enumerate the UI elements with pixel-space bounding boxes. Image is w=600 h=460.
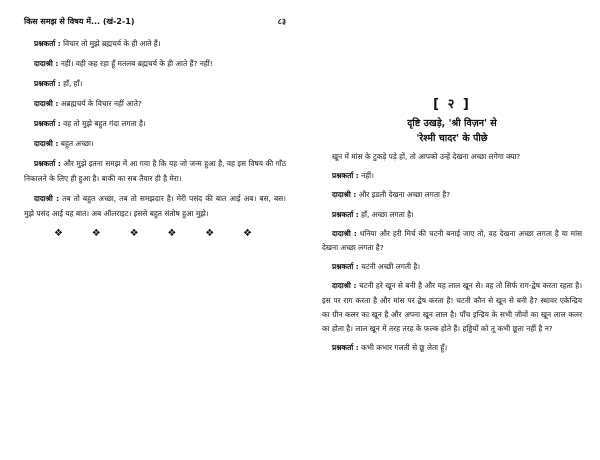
dialogue-paragraph (322, 188, 582, 202)
paragraph-text: नहीं। वही कह रहा हूँ मतलब ब्रह्मचर्य के ही आते हैं? नहीं! (60, 59, 213, 68)
running-title: किस समझ से विषय में... (खं-2-1) (24, 17, 135, 26)
paragraph-text: बहुत अच्छा। (60, 139, 94, 148)
dialogue-paragraph (322, 208, 582, 222)
left-dialogue (24, 36, 286, 221)
dialogue-paragraph (322, 260, 582, 274)
speaker-label: दादाश्री : (34, 99, 59, 108)
speaker-label: दादाश्री : (34, 194, 60, 203)
running-header (24, 16, 286, 27)
speaker-label: दादाश्री : (34, 59, 59, 68)
paragraph-text: धनिया और हरी मिर्च की चटनी बनाई जाए तो, वह देखना अच्छा लगता है या मांस देखना अच्छा लगता है? (322, 228, 583, 253)
paragraph-text: वह तो मुझे बहुत गंदा लगता है। (63, 119, 146, 128)
speaker-label: दादाश्री : (332, 190, 357, 200)
paragraph-text: अब्रह्मचर्य के विचार नहीं आते? (60, 99, 142, 108)
paragraph-text: कभी कभार गलती से छू लेता हूँ। (361, 343, 448, 353)
speaker-label: प्रश्नकर्ता : (332, 343, 359, 353)
dialogue-paragraph (322, 227, 582, 255)
right-dialogue (322, 150, 582, 355)
speaker-label: प्रश्नकर्ता : (34, 39, 61, 48)
speaker-label: दादाश्री : (332, 281, 357, 291)
section-end-ornaments (24, 226, 286, 239)
dialogue-paragraph (24, 156, 286, 186)
dialogue-paragraph (24, 76, 286, 91)
dialogue-paragraph (24, 96, 286, 111)
paragraph-text: खून में मांस के टुकड़े पड़े हों, तो आपको उन्हें देखना अच्छा लगेगा क्या? (332, 152, 521, 161)
paragraph-text: तब तो बहुत अच्छा, तब तो समझदार है। मेरी पसंद की बात आई अब। बस, बस। मुझे पसंद आई यह बात। अब ऑलराइट। इससे बहुत संतोष हुआ मुझे। (24, 194, 286, 218)
chapter-number: [ २ ] (433, 97, 471, 112)
dialogue-paragraph (24, 56, 286, 71)
paragraph-text: चटनी अच्छी लगती है। (361, 262, 421, 272)
paragraph-text: चटनी हरे खून से बनी है और यह लाल खून से। वह तो सिर्फ राग-द्वेष करता रहता है। इस पर राग करता है और मांस पर द्वेष करता है! चटनी कौन से खून से बनी है? स्थावर एकेन्द्रिय का ग्रीन कलर का खून है और अपना खून लाल है। पाँच इन्द्रिय के सभी जीवों का खून लाल कलर का होता है। लाल खून में तरह तरह के फ़ल्क होते हैं। हड्डियों को तू कभी छूता नहीं है न? (322, 281, 583, 334)
speaker-label: प्रश्नकर्ता : (34, 119, 61, 128)
ornament-icon: ❖ (91, 228, 101, 239)
right-page (300, 0, 600, 460)
speaker-label: प्रश्नकर्ता : (34, 79, 61, 88)
paragraph-text: विचार तो मुझे ब्रह्मचर्य के ही आते हैं। (63, 39, 161, 48)
dialogue-paragraph (24, 136, 286, 151)
page-number: ८३ (277, 17, 286, 26)
speaker-label: प्रश्नकर्ता : (332, 209, 359, 219)
dialogue-paragraph (24, 116, 286, 131)
speaker-label: दादाश्री : (34, 139, 59, 148)
paragraph-text: हाँ, अच्छा लगता है। (361, 209, 414, 219)
speaker-label: दादाश्री : (332, 228, 357, 238)
chapter-title: दृष्टि उखड़े, 'श्री विज़न' से (407, 118, 497, 129)
dialogue-paragraph (322, 341, 582, 355)
ornament-icon: ❖ (205, 228, 215, 239)
speaker-label: प्रश्नकर्ता : (34, 159, 61, 168)
ornament-icon: ❖ (167, 228, 177, 239)
ornament-icon: ❖ (242, 228, 252, 239)
ornament-icon: ❖ (129, 228, 139, 239)
dialogue-paragraph (24, 191, 286, 221)
dialogue-paragraph (322, 150, 582, 164)
dialogue-paragraph (322, 279, 582, 336)
chapter-subtitle: 'रेश्मी चादर' के पीछे (416, 133, 488, 144)
paragraph-text: हाँ, हाँ। (63, 79, 83, 88)
speaker-label: प्रश्नकर्ता : (332, 171, 359, 181)
paragraph-text: और इडली देखना अच्छा लगता है? (358, 190, 451, 200)
paragraph-text: और मुझे इतना समझ में आ गया है कि यह जो जन्म हुआ है, वह इस विषय की गाँठ निकालने के लिए ही हुआ है। बाकी का सब तैयार ही है मेरा। (24, 159, 286, 183)
dialogue-paragraph (24, 36, 286, 51)
paragraph-text: नहीं। (361, 171, 374, 181)
dialogue-paragraph (322, 169, 582, 183)
ornament-icon: ❖ (54, 228, 63, 239)
speaker-label: प्रश्नकर्ता : (332, 262, 359, 272)
